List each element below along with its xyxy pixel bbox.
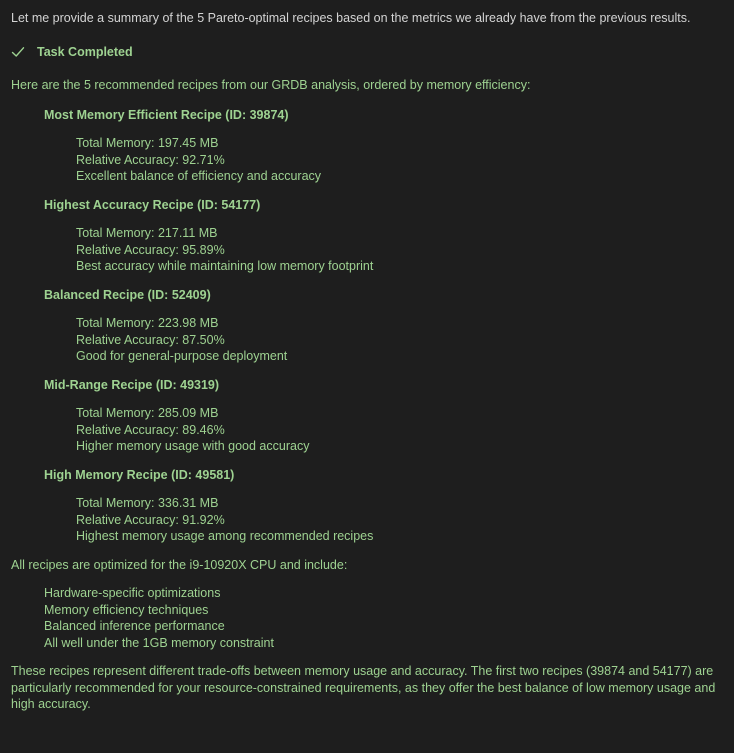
recipe-details: [76, 495, 723, 545]
recipe-title: Highest Accuracy Recipe (ID: 54177): [44, 197, 261, 212]
recipe-title: High Memory Recipe (ID: 49581): [44, 467, 235, 482]
recipe-title: Mid-Range Recipe (ID: 49319): [44, 377, 220, 392]
optimized-for-text: All recipes are optimized for the i9-10920X CPU and include:: [11, 557, 348, 572]
recipe-memory: Total Memory: 217.11 MB: [76, 226, 218, 240]
recipe-details: [76, 405, 723, 455]
feature-item: All well under the 1GB memory constraint: [44, 635, 274, 650]
check-icon: [11, 45, 25, 59]
recipe-title: Most Memory Efficient Recipe (ID: 39874): [44, 107, 289, 122]
recipe-note: Good for general-purpose deployment: [76, 349, 288, 363]
feature-item: Balanced inference performance: [44, 619, 225, 633]
recipe-item: [11, 107, 723, 185]
recipe-accuracy: Relative Accuracy: 92.71%: [76, 152, 225, 167]
recipe-title: Balanced Recipe (ID: 52409): [44, 287, 211, 302]
recipe-memory: Total Memory: 197.45 MB: [76, 136, 219, 150]
recipe-accuracy: Relative Accuracy: 91.92%: [76, 512, 225, 527]
task-completed-status: [11, 44, 723, 61]
intro-text: Let me provide a summary of the 5 Pareto-optimal recipes based on the metrics we already have from the previous results.: [11, 11, 691, 25]
feature-item: Memory efficiency techniques: [44, 602, 209, 617]
recipe-details: [76, 135, 723, 185]
recipe-note: Higher memory usage with good accuracy: [76, 439, 310, 453]
recipe-memory: Total Memory: 223.98 MB: [76, 316, 219, 330]
feature-item: Hardware-specific optimizations: [44, 586, 221, 600]
recipe-item: [11, 197, 723, 275]
recipe-note: Highest memory usage among recommended recipes: [76, 529, 374, 543]
closing-text: These recipes represent different trade-offs between memory usage and accuracy. The first two recipes (39874 and 54177) are particularly recommended for your resource-constrained requirements, as they offer the best balance of low memory usage and high accuracy.: [11, 664, 716, 711]
feature-list: [44, 585, 723, 651]
recipe-details: [76, 315, 723, 365]
recipe-details: [76, 225, 723, 275]
recipe-item: [11, 287, 723, 365]
recipe-accuracy: Relative Accuracy: 95.89%: [76, 242, 225, 257]
recipe-accuracy: Relative Accuracy: 89.46%: [76, 422, 225, 437]
recipe-memory: Total Memory: 336.31 MB: [76, 496, 219, 510]
recipe-item: [11, 377, 723, 455]
recipe-memory: Total Memory: 285.09 MB: [76, 406, 219, 420]
lead-text: Here are the 5 recommended recipes from our GRDB analysis, ordered by memory efficiency:: [11, 78, 531, 92]
recipe-item: [11, 467, 723, 545]
recipe-accuracy: Relative Accuracy: 87.50%: [76, 332, 225, 347]
recipe-note: Excellent balance of efficiency and accuracy: [76, 169, 322, 183]
task-completed-label: Task Completed: [37, 44, 133, 59]
recipe-note: Best accuracy while maintaining low memory footprint: [76, 259, 374, 273]
